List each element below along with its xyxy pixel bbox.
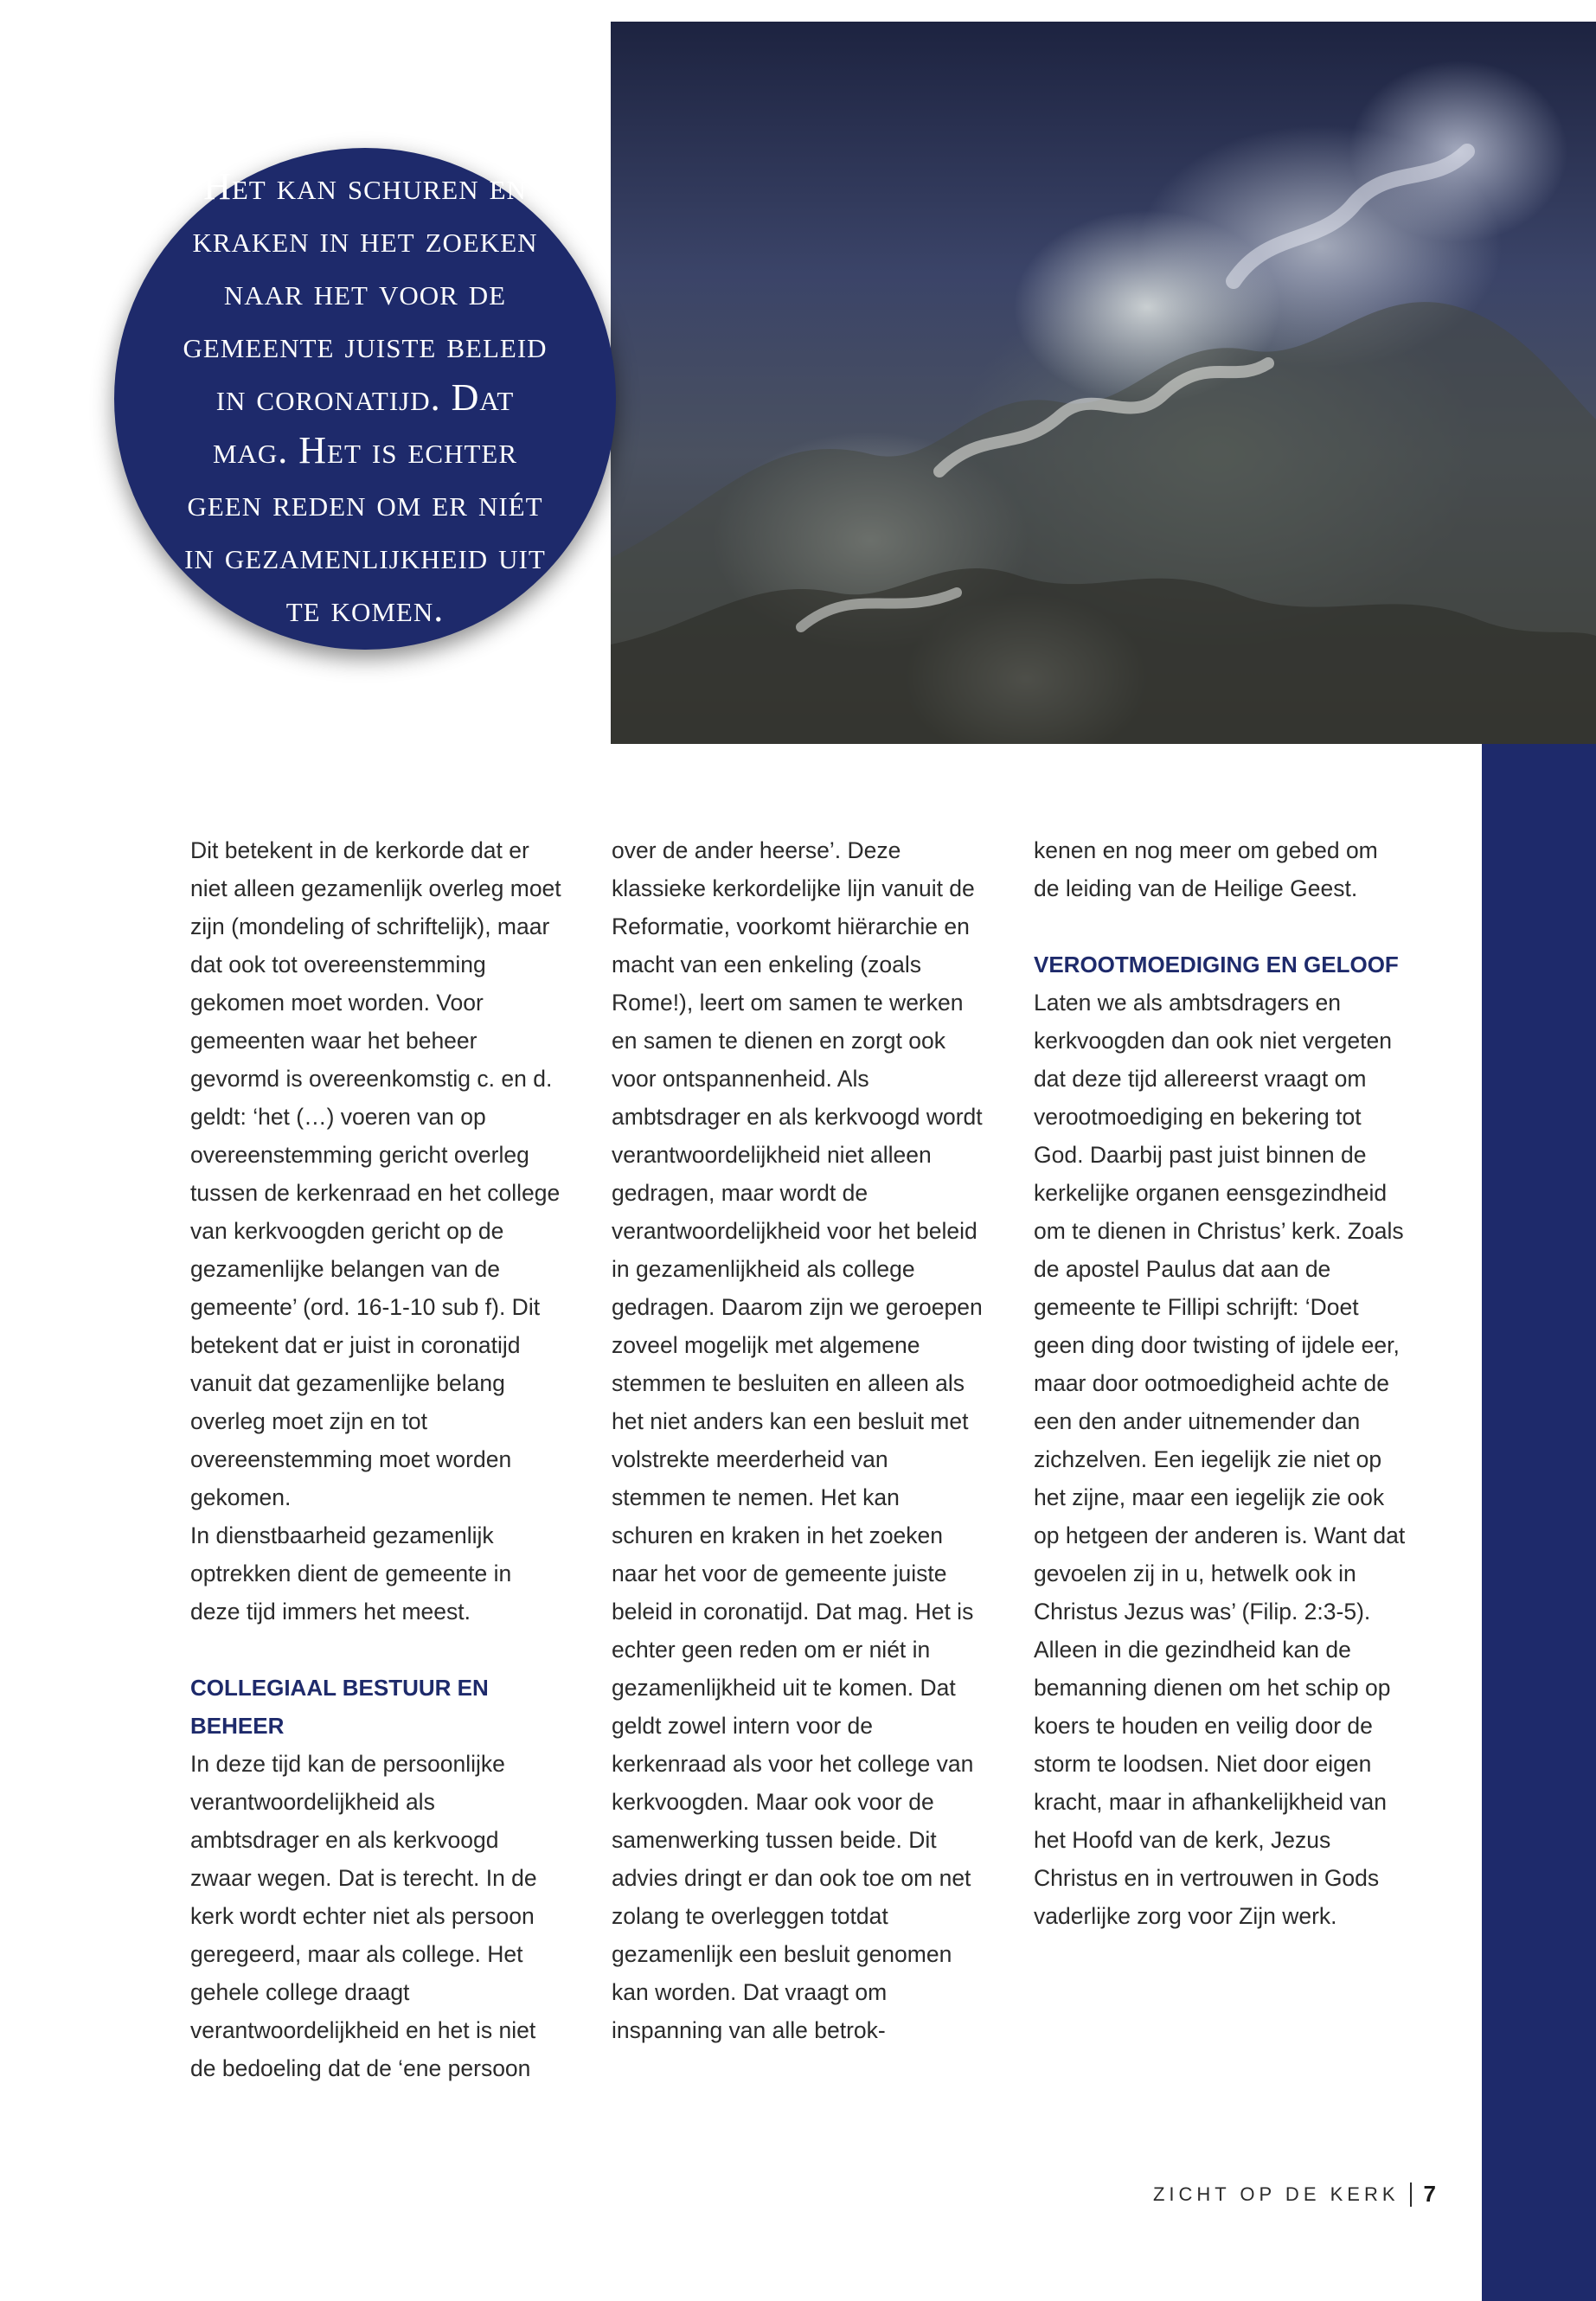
paragraph: In dienstbaarheid gezamenlijk optrekken dient de gemeente in deze tijd immers het meest. [190,1522,512,1625]
article-column-2 [612,831,984,2049]
article-column-3 [1034,831,1406,1935]
paragraph: kenen en nog meer om gebed om de leiding van de Heilige Geest. [1034,837,1378,901]
page-number: 7 [1423,2181,1436,2207]
pull-quote-circle [114,148,616,650]
paragraph: In deze tijd kan de persoonlijke verantwoordelijkheid als ambtsdrager en als kerkvoogd zwaar wegen. Dat is terecht. In de kerk wordt echter niet als persoon geregeerd, maar als college. Het gehele college draagt verantwoordelijkheid en het is niet de bedoeling dat de ‘ene persoon [190,1751,537,2081]
section-heading: VEROOTMOEDIGING EN GELOOF [1034,952,1399,977]
side-accent-bar [1482,744,1596,2301]
hero-photo [611,22,1596,744]
footer-divider [1410,2182,1412,2207]
paragraph: Laten we als ambtsdragers en kerkvoogden dan ook niet vergeten dat deze tijd allereerst vraagt om verootmoediging en bekering tot God. Daarbij past juist binnen de kerkelijke organen eensgezindheid om te dienen in Christus’ kerk. Zoals de apostel Paulus dat aan de gemeente te Fillipi schrijft: ‘Doet geen ding door twisting of ijdele eer, maar door ootmoedigheid achte de een den ander uitnemender dan zichzelven. Een iegelijk zie niet op het zijne, maar een iegelijk zie ook op hetgeen der anderen is. Want dat gevoelen zij in u, hetwelk ook in Christus Jezus was’ (Filip. 2:3-5). Alleen in die gezindheid kan de bemanning dienen om het schip op koers te houden en veilig door de storm te loodsen. Niet door eigen kracht, maar in afhankelijkheid van het Hoofd van de kerk, Jezus Christus en in vertrouwen in Gods vaderlijke zorg voor Zijn werk. [1034,990,1406,1929]
article-column-1 [190,831,562,2087]
paragraph: Dit betekent in de kerkorde dat er niet alleen gezamenlijk overleg moet zijn (mondeling of schriftelijk), maar dat ook tot overeenstemming gekomen moet worden. Voor gemeenten waar het beheer gevormd is overeenkomstig c. en d. geldt: ‘het (…) voeren van op overeenstemming gericht overleg tussen de kerkenraad en het college van kerkvoogden gericht op de gezamenlijke belangen van de gemeente’ (ord. 16-1-10 sub f). Dit betekent dat er juist in coronatijd vanuit dat gezamenlijke belang overleg moet zijn en tot overeenstemming moet worden gekomen. [190,837,561,1510]
pull-quote: Het kan schuren en kraken in het zoeken naar het voor de gemeente juiste beleid in coronatijd. Dat mag. Het is echter geen reden om er niét in gezamenlijkheid uit te komen. [183,164,548,630]
paragraph: over de ander heerse’. Deze klassieke kerkordelijke lijn vanuit de Reformatie, voorkomt hiërarchie en macht van een enkeling (zoals Rome!), leert om samen te werken en samen te dienen en zorgt ook voor ontspannenheid. Als ambtsdrager en als kerkvoogd wordt verantwoordelijkheid niet alleen gedragen, maar wordt de verantwoordelijkheid voor het beleid in gezamenlijkheid als college gedragen. Daarom zijn we geroepen zoveel mogelijk met algemene stemmen te besluiten en alleen als het niet anders kan een besluit met volstrekte meerderheid van stemmen te nemen. Het kan schuren en kraken in het zoeken naar het voor de gemeente juiste beleid in coronatijd. Dat mag. Het is echter geen reden om er niét in gezamenlijkheid uit te komen. Dat geldt zowel intern voor de kerkenraad als voor het college van kerkvoogden. Maar ook voor de samenwerking tussen beide. Dit advies dringt er dan ook toe om net zolang te overleggen totdat gezamenlijk een besluit genomen kan worden. Dat vraagt om inspanning van alle betrok- [612,837,983,2043]
magazine-name: ZICHT OP DE KERK [1152,2182,1400,2205]
section-heading: COLLEGIAAL BESTUUR EN BEHEER [190,1675,489,1739]
page-footer [1153,2181,1436,2208]
storm-waves-illustration [611,22,1596,744]
